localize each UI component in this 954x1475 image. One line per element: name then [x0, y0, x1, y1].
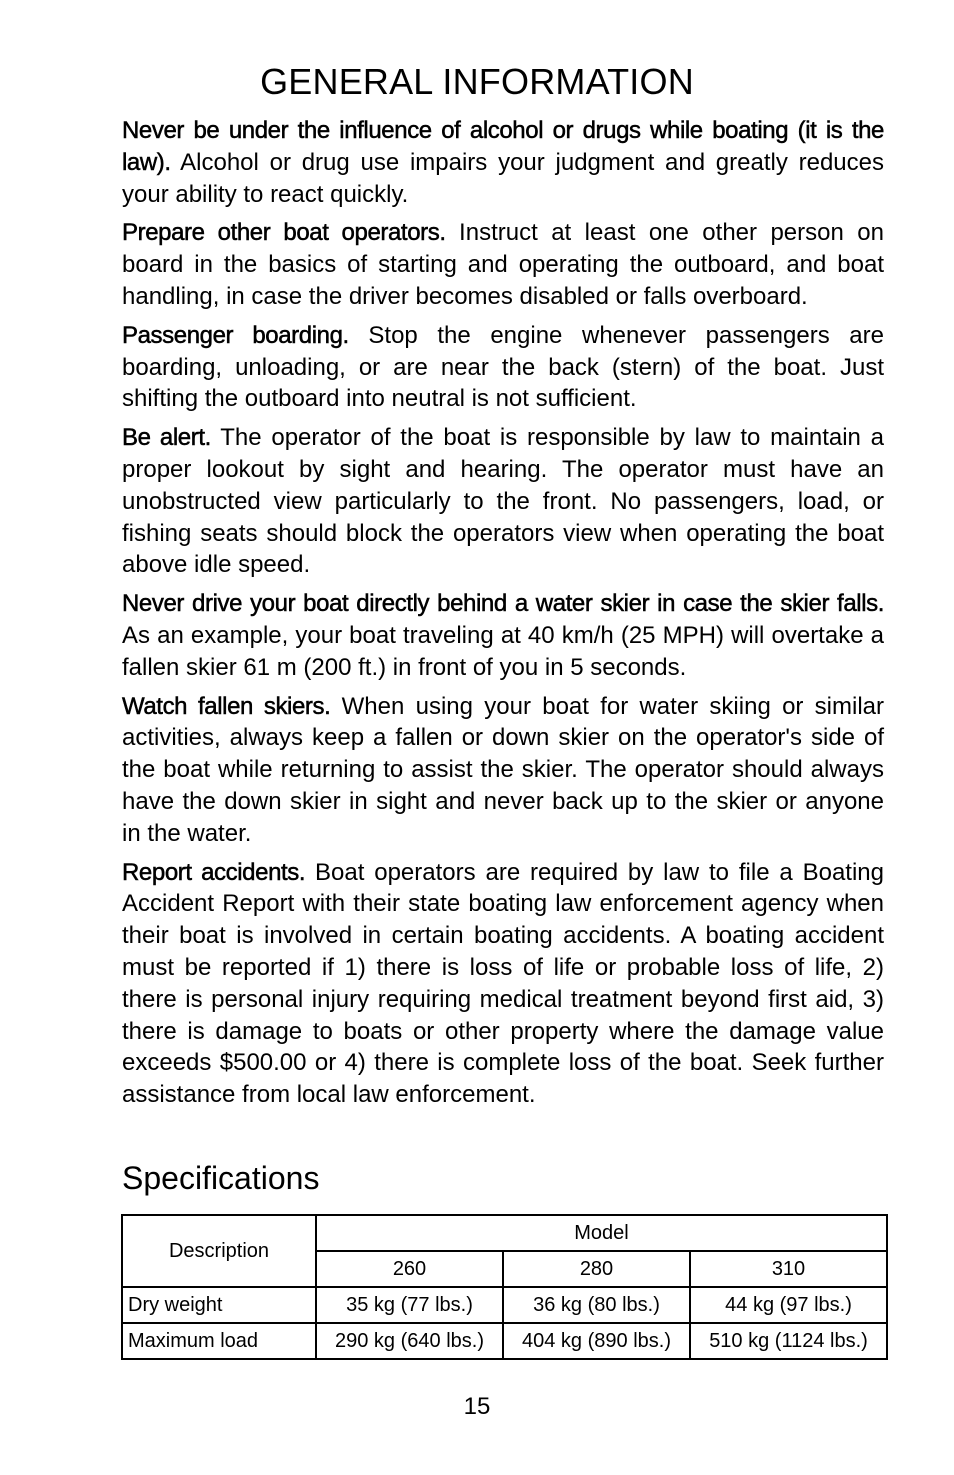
- model-column-header: 310: [690, 1251, 887, 1287]
- paragraph-lead: Passenger boarding.: [122, 321, 349, 349]
- paragraph-lead: Be alert.: [122, 424, 211, 452]
- paragraph-lead: Never drive your boat directly behind a water skier in case the skier falls.: [122, 590, 884, 618]
- paragraph-body: Stop the engine whenever passengers are boarding, unloading, or are near the back (stern) of the boat. Just shifting the outboard into neutral is not sufficient.: [122, 321, 884, 413]
- model-column-header: 280: [503, 1251, 690, 1287]
- paragraph-be-alert: [122, 422, 884, 581]
- table-cell: 44 kg (97 lbs.): [690, 1287, 887, 1323]
- table-cell: 510 kg (1124 lbs.): [690, 1323, 887, 1359]
- table-cell: 36 kg (80 lbs.): [503, 1287, 690, 1323]
- general-information-body: [122, 115, 884, 1118]
- paragraph-lead: Report accidents.: [122, 858, 306, 886]
- table-cell: 290 kg (640 lbs.): [316, 1323, 503, 1359]
- paragraph-body: Instruct at least one other person on board in the basics of starting and operating the outboard, and boat handling, in case the driver becomes disabled or falls overboard.: [122, 219, 884, 310]
- table-row: [122, 1287, 887, 1323]
- paragraph-body: Boat operators are required by law to file a Boating Accident Report with their state boating law enforcement agency when their boat is involved in certain boating accidents. A boating accident must be reported if 1) there is loss of life or probable loss of life, 2) there is personal injury requiring medical treatment beyond first aid, 3) there is damage to boats or other property where the damage value exceeds $500.00 or 4) there is complete loss of the boat. Seek further assistance from local law enforcement.: [122, 858, 885, 1109]
- paragraph-body: The operator of the boat is responsible by law to maintain a proper lookout by sight and hearing. The operator must have an unobstructed view particularly to the front. No passengers, load, or fishing seats should block the operators view when operating the boat above idle speed.: [122, 424, 885, 579]
- paragraph-lead: Watch fallen skiers.: [122, 692, 331, 720]
- paragraph-alcohol: [122, 115, 884, 210]
- specifications-table: [121, 1214, 888, 1360]
- page-number: 15: [463, 1393, 491, 1420]
- table-cell: 35 kg (77 lbs.): [316, 1287, 503, 1323]
- paragraph-body: As an example, your boat traveling at 40 km/h (25 MPH) will overtake a fallen skier 61 m (200 ft.) in front of you in 5 seconds.: [122, 621, 884, 681]
- paragraph-passenger-boarding: [122, 320, 884, 415]
- specifications-heading: Specifications: [122, 1160, 320, 1196]
- paragraph-lead: Never be under the influence of alcohol or drugs while boating (it is the law).: [122, 117, 884, 176]
- paragraph-fallen-skiers: [122, 691, 884, 850]
- paragraph-water-skier: [122, 588, 884, 683]
- row-label: Dry weight: [122, 1287, 316, 1323]
- model-header: Model: [316, 1215, 887, 1251]
- paragraph-report-accidents: [122, 857, 884, 1111]
- paragraph-body: Alcohol or drug use impairs your judgment and greatly reduces your ability to react quickly.: [122, 148, 884, 208]
- description-header: Description: [122, 1215, 316, 1287]
- row-label: Maximum load: [122, 1323, 316, 1359]
- page-title: GENERAL INFORMATION: [260, 61, 694, 102]
- paragraph-lead: Prepare other boat operators.: [122, 219, 446, 247]
- table-header-row: [122, 1215, 887, 1251]
- table-cell: 404 kg (890 lbs.): [503, 1323, 690, 1359]
- paragraph-body: When using your boat for water skiing or similar activities, always keep a fallen or down skier on the operator's side of the boat while returning to assist the skier. The operator should always have the down skier in sight and never back up to the skier or anyone in the water.: [122, 692, 885, 847]
- paragraph-prepare-operators: [122, 217, 884, 312]
- model-column-header: 260: [316, 1251, 503, 1287]
- table-row: [122, 1323, 887, 1359]
